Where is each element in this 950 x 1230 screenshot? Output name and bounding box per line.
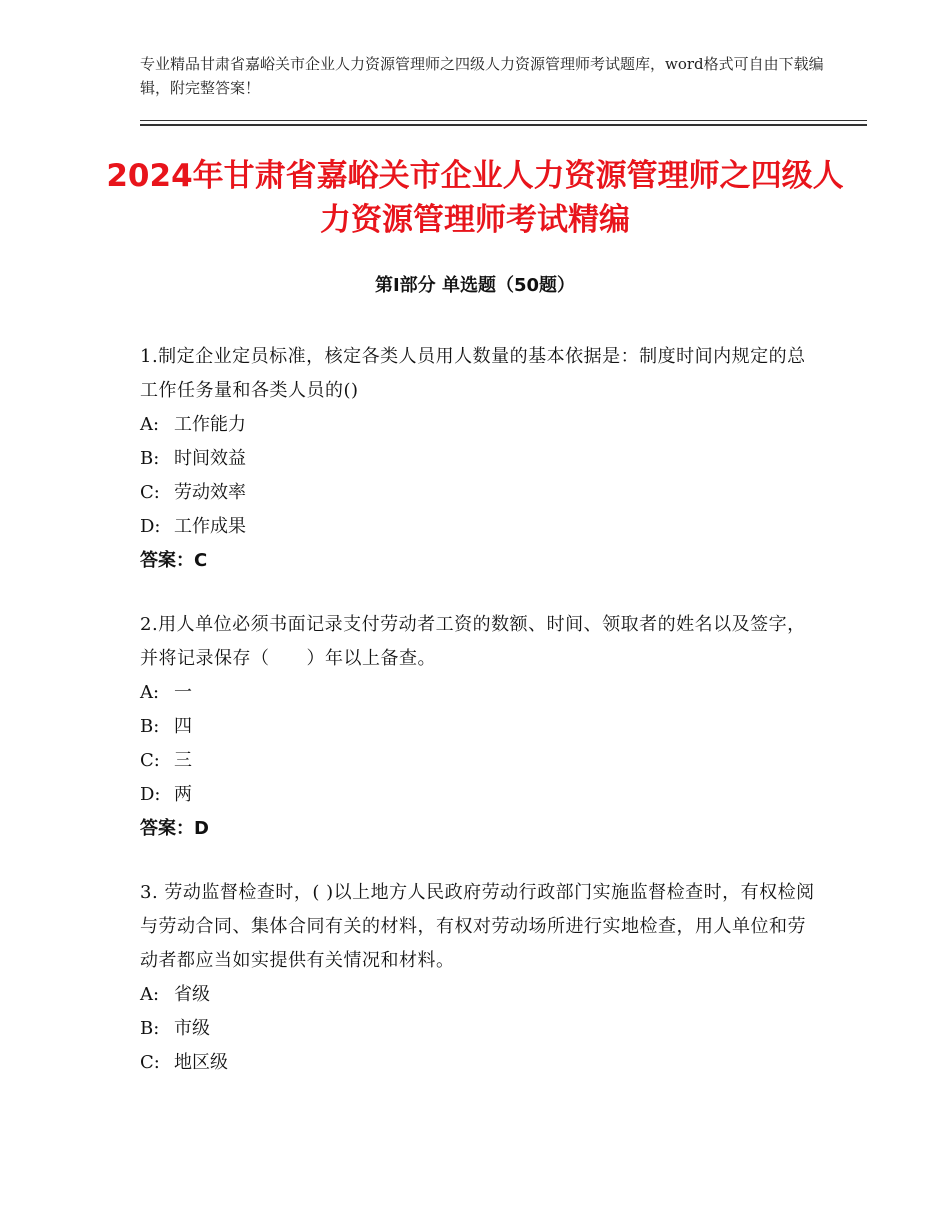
option-letter: B: [140, 716, 160, 737]
option-letter: A: [140, 414, 160, 435]
option-letter: D: [140, 516, 161, 537]
section-title: 第Ⅰ部分 单选题（50题） [374, 275, 575, 296]
option-text: 时间效益 [174, 448, 246, 469]
option-letter: B: [140, 1018, 160, 1039]
question-stem: 1.制定企业定员标准，核定各类人员用人数量的基本依据是：制度时间内规定的总工作任务量和各类人员的() [140, 346, 806, 401]
option-b [140, 442, 820, 476]
option-c [140, 1046, 820, 1080]
answer-line: 答案：D [140, 818, 209, 839]
option-a [140, 676, 820, 710]
option-a [140, 408, 820, 442]
option-text: 两 [174, 784, 192, 805]
header-rule-thick [140, 124, 867, 126]
option-text: 一 [174, 682, 192, 703]
question-stem: 3. 劳动监督检查时，( )以上地方人民政府劳动行政部门实施监督检查时，有权检阅与劳动合同、集体合同有关的材料，有权对劳动场所进行实地检查，用人单位和劳动者都应当如实提供有关情况和材料。 [140, 882, 815, 971]
option-text: 三 [174, 750, 192, 771]
question-list [140, 340, 820, 1110]
option-letter: C: [140, 482, 160, 503]
option-letter: A: [140, 984, 160, 1005]
option-c [140, 476, 820, 510]
question-2 [140, 608, 820, 846]
option-letter: C: [140, 750, 160, 771]
option-text: 市级 [174, 1018, 210, 1039]
option-a [140, 978, 820, 1012]
question-stem: 2.用人单位必须书面记录支付劳动者工资的数额、时间、领取者的姓名以及签字，并将记录保存（ ）年以上备查。 [140, 614, 806, 669]
option-letter: B: [140, 448, 160, 469]
option-text: 省级 [174, 984, 210, 1005]
option-b [140, 1012, 820, 1046]
option-b [140, 710, 820, 744]
option-text: 四 [174, 716, 192, 737]
option-text: 工作能力 [174, 414, 246, 435]
option-text: 劳动效率 [174, 482, 246, 503]
question-1 [140, 340, 820, 578]
option-text: 地区级 [174, 1052, 228, 1073]
option-d [140, 778, 820, 812]
answer-line: 答案：C [140, 550, 208, 571]
question-3 [140, 876, 820, 1080]
option-d [140, 510, 820, 544]
document-title: 2024年甘肃省嘉峪关市企业人力资源管理师之四级人力资源管理师考试精编 [106, 158, 844, 238]
header-note: 专业精品甘肃省嘉峪关市企业人力资源管理师之四级人力资源管理师考试题库，word格式可自由下载编辑，附完整答案！ [140, 55, 824, 97]
option-text: 工作成果 [174, 516, 246, 537]
header-rule-thin [140, 120, 867, 121]
option-c [140, 744, 820, 778]
option-letter: D: [140, 784, 161, 805]
option-letter: C: [140, 1052, 160, 1073]
option-letter: A: [140, 682, 160, 703]
